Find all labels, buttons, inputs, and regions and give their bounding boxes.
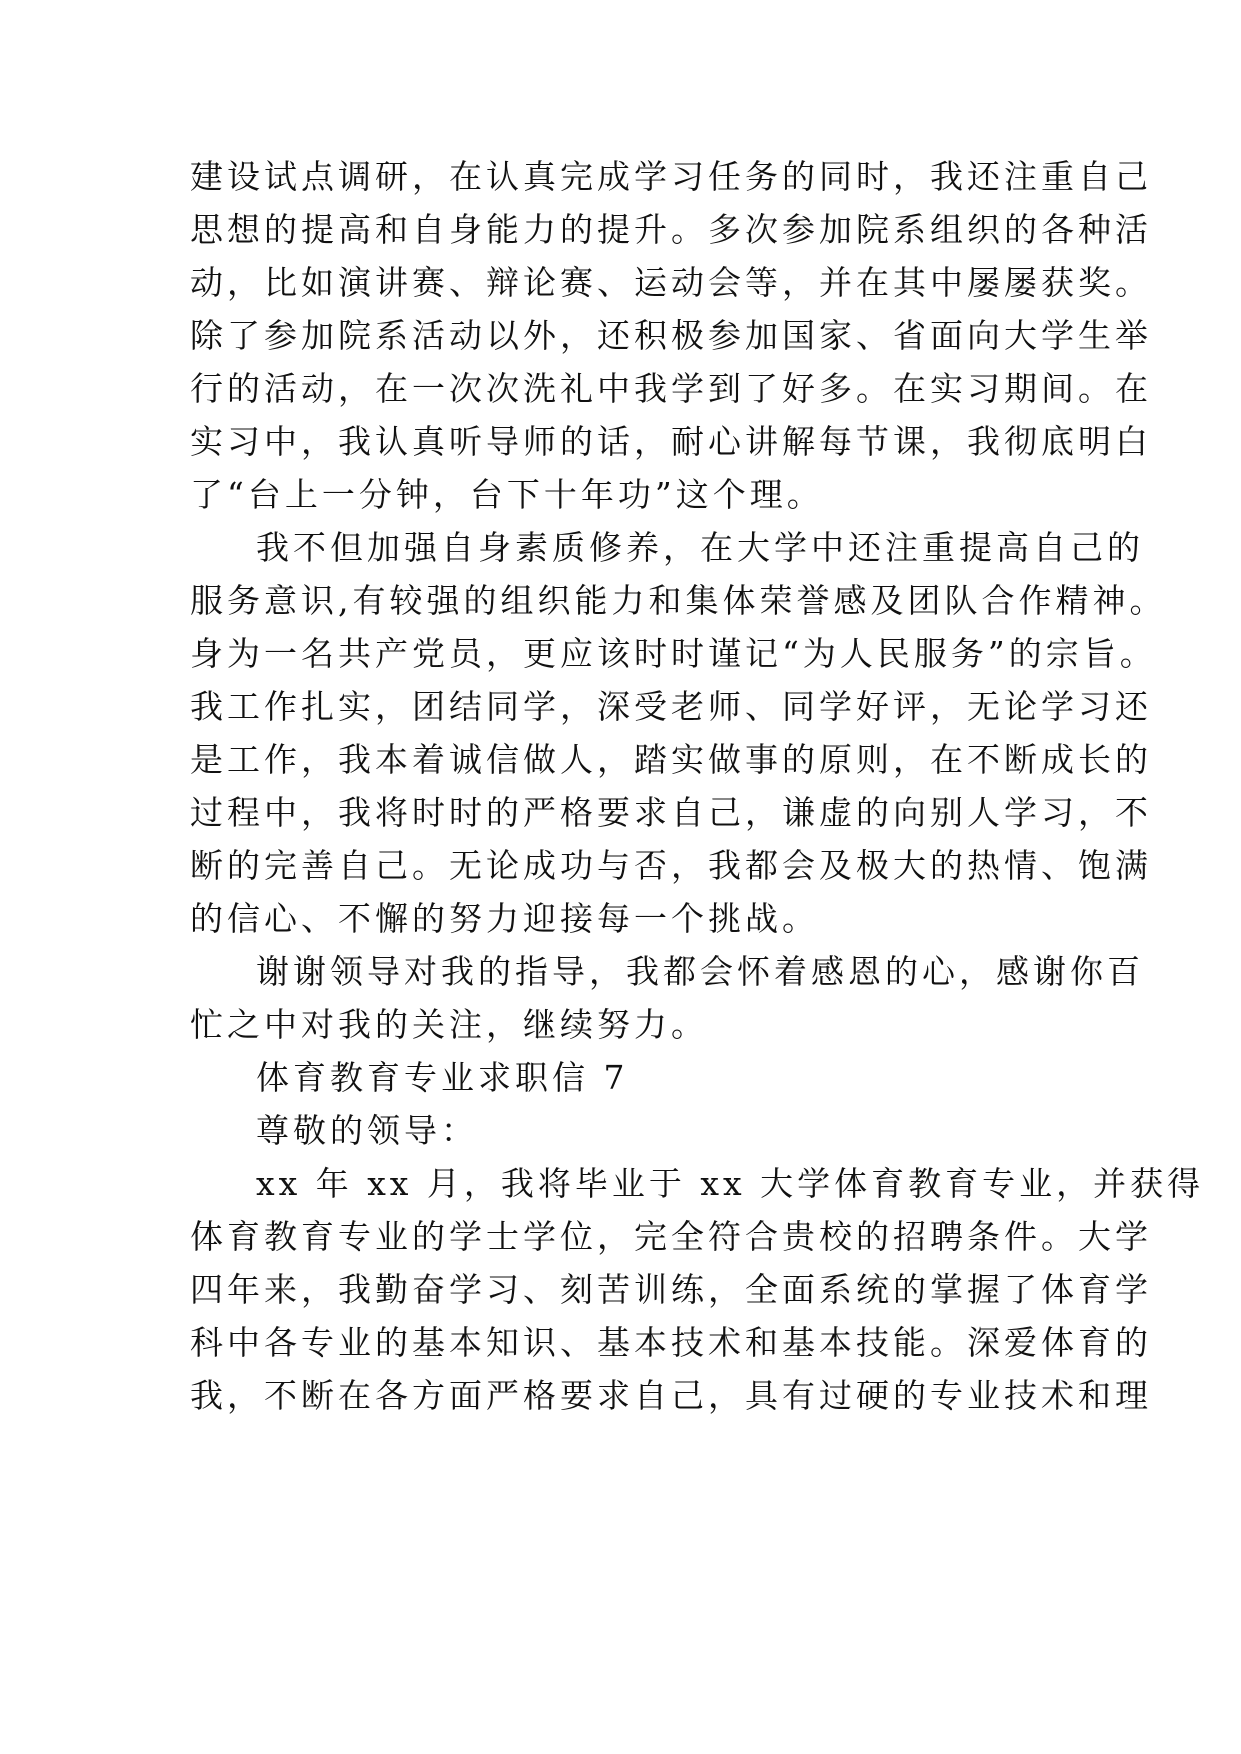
text-line: 除了参加院系活动以外，还积极参加国家、省面向大学生举 bbox=[190, 316, 1152, 355]
paragraph-start-line: 谢谢领导对我的指导，我都会怀着感恩的心，感谢你百 bbox=[256, 952, 1144, 991]
document-body bbox=[190, 150, 1205, 1422]
paragraph-start-line: 我不但加强自身素质修养，在大学中还注重提高自己的 bbox=[256, 528, 1144, 567]
text-line: 我工作扎实，团结同学，深受老师、同学好评，无论学习还 bbox=[190, 687, 1152, 726]
text-line: 身为一名共产党员，更应该时时谨记“为人民服务”的宗旨。 bbox=[190, 634, 1157, 673]
paragraph-start-line: xx 年 xx 月，我将毕业于 xx 大学体育教育专业，并获得 bbox=[256, 1164, 1205, 1203]
text-line: 了“台上一分钟，台下十年功”这个理。 bbox=[190, 475, 824, 514]
text-line: 动，比如演讲赛、辩论赛、运动会等，并在其中屡屡获奖。 bbox=[190, 263, 1152, 302]
text-line: 四年来，我勤奋学习、刻苦训练，全面系统的掌握了体育学 bbox=[190, 1270, 1152, 1309]
text-line: 是工作，我本着诚信做人，踏实做事的原则，在不断成长的 bbox=[190, 740, 1152, 779]
letter-salutation: 尊敬的领导： bbox=[256, 1111, 478, 1150]
text-line: 科中各专业的基本知识、基本技术和基本技能。深爱体育的 bbox=[190, 1323, 1152, 1362]
text-line: 建设试点调研，在认真完成学习任务的同时，我还注重自己 bbox=[190, 157, 1152, 196]
text-line: 的信心、不懈的努力迎接每一个挑战。 bbox=[190, 899, 819, 938]
text-line: 行的活动，在一次次洗礼中我学到了好多。在实习期间。在 bbox=[190, 369, 1152, 408]
text-line: 体育教育专业的学士学位，完全符合贵校的招聘条件。大学 bbox=[190, 1217, 1152, 1256]
letter-heading: 体育教育专业求职信 7 bbox=[256, 1058, 629, 1097]
text-line: 过程中，我将时时的严格要求自己，谦虚的向别人学习，不 bbox=[190, 793, 1152, 832]
text-line: 服务意识,有较强的组织能力和集体荣誉感及团队合作精神。 bbox=[190, 581, 1167, 620]
text-line: 我，不断在各方面严格要求自己，具有过硬的专业技术和理 bbox=[190, 1376, 1152, 1415]
text-line: 断的完善自己。无论成功与否，我都会及极大的热情、饱满 bbox=[190, 846, 1152, 885]
text-line: 忙之中对我的关注，继续努力。 bbox=[190, 1005, 708, 1044]
text-line: 思想的提高和自身能力的提升。多次参加院系组织的各种活 bbox=[190, 210, 1152, 249]
text-line: 实习中，我认真听导师的话，耐心讲解每节课，我彻底明白 bbox=[190, 422, 1152, 461]
